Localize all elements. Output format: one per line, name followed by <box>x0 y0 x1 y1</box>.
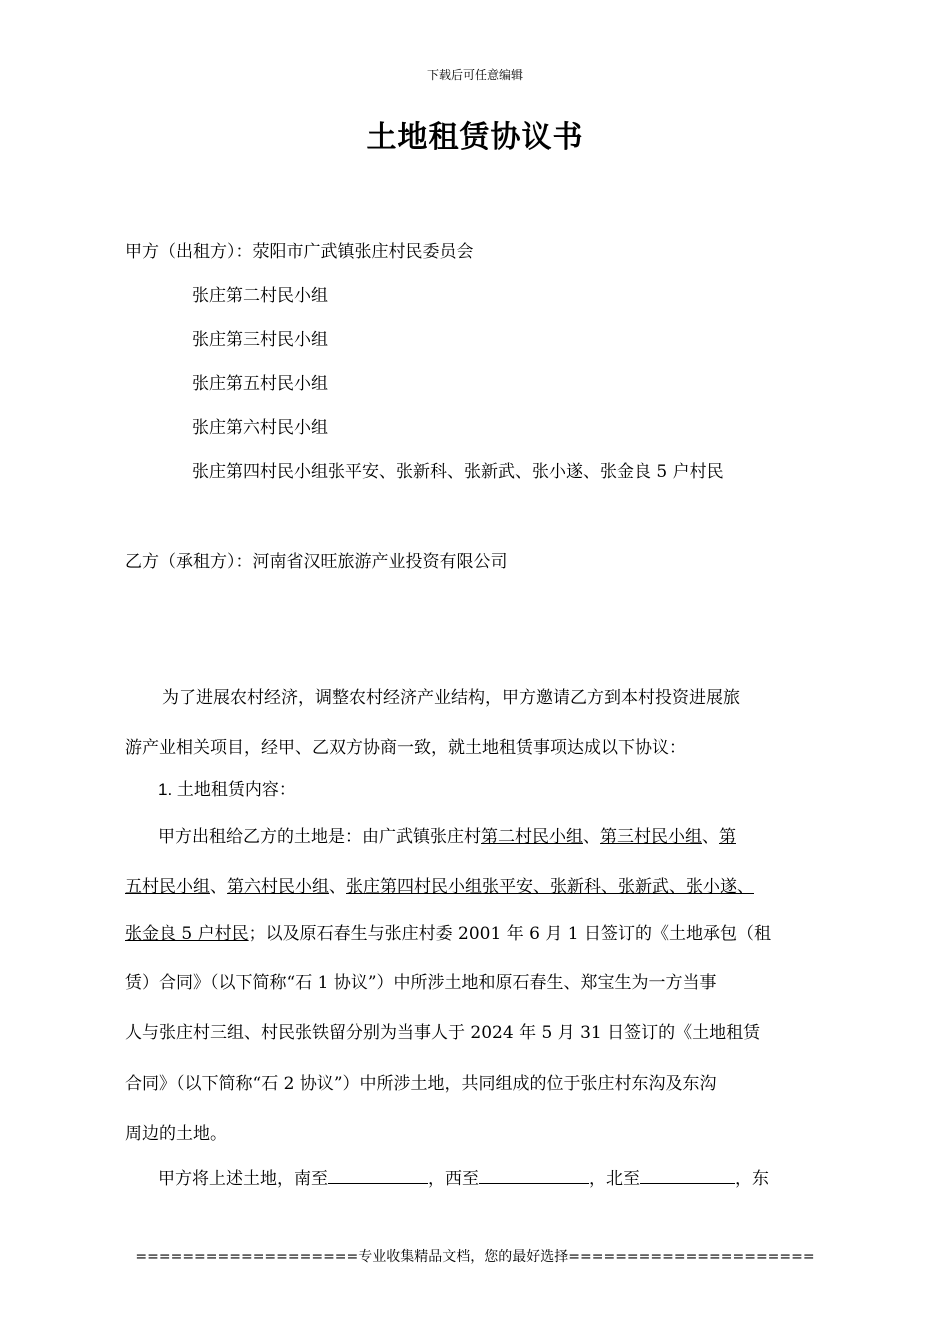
text-run: ，北至 <box>589 1169 640 1189</box>
text-run: 甲方出租给乙方的土地是：由广武镇张庄村 <box>158 827 481 847</box>
intro-line: 游产业相关项目，经甲、乙双方协商一致，就土地租赁事项达成以下协议： <box>125 738 686 758</box>
text-run: 、 <box>702 827 719 847</box>
party-a-group: 张庄第三村民小组 <box>192 330 328 350</box>
text-run: ，东 <box>735 1169 769 1189</box>
boundary-line <box>158 1164 769 1189</box>
underlined-group: 第六村民小组 <box>227 877 329 897</box>
west-boundary-blank <box>479 1169 589 1184</box>
paragraph-line <box>125 919 771 944</box>
text-run: 、 <box>329 877 346 897</box>
underlined-group: 第 <box>719 827 736 847</box>
south-boundary-blank <box>328 1169 428 1184</box>
paragraph-line: 人与张庄村三组、村民张铁留分别为当事人于 2024 年 5 月 31 日签订的《土地租赁 <box>125 1023 761 1043</box>
text-run: ；以及原石春生与张庄村委 2001 年 6 月 1 日签订的《土地承包（租 <box>248 924 771 944</box>
party-a-group: 张庄第五村民小组 <box>192 374 328 394</box>
party-a-label: 甲方（出租方）：荥阳市广武镇张庄村民委员会 <box>125 242 474 262</box>
party-a-group: 张庄第四村民小组张平安、张新科、张新武、张小遂、张金良 5 户村民 <box>192 462 724 482</box>
underlined-group: 第二村民小组 <box>481 827 583 847</box>
party-a-group: 张庄第二村民小组 <box>192 286 328 306</box>
section-1-heading: 1. 土地租赁内容： <box>158 780 296 799</box>
text-run: 、 <box>583 827 600 847</box>
north-boundary-blank <box>640 1169 735 1184</box>
page-header: 下载后可任意编辑 <box>426 68 523 82</box>
page-footer: ===================专业收集精品文档，您的最好选择===================== <box>135 1249 815 1265</box>
underlined-group: 张金良 5 户村民 <box>125 924 249 944</box>
paragraph-line <box>158 822 736 847</box>
underlined-group: 第三村民小组 <box>600 827 702 847</box>
party-a-group: 张庄第六村民小组 <box>192 418 328 438</box>
text-run: ，西至 <box>428 1169 479 1189</box>
document-title: 土地租赁协议书 <box>366 120 584 155</box>
text-run: 甲方将上述土地，南至 <box>158 1169 328 1189</box>
paragraph-line: 周边的土地。 <box>125 1124 227 1144</box>
paragraph-line <box>125 872 754 897</box>
underlined-group: 五村民小组 <box>125 877 210 897</box>
party-b-label: 乙方（承租方）：河南省汉旺旅游产业投资有限公司 <box>125 552 508 572</box>
intro-line: 为了进展农村经济，调整农村经济产业结构，甲方邀请乙方到本村投资进展旅 <box>162 688 740 708</box>
text-run: 、 <box>210 877 227 897</box>
paragraph-line: 合同》（以下简称“石 2 协议”）中所涉土地，共同组成的位于张庄村东沟及东沟 <box>125 1074 717 1094</box>
paragraph-line: 赁）合同》（以下简称“石 1 协议”）中所涉土地和原石春生、郑宝生为一方当事 <box>125 973 717 993</box>
underlined-group: 张庄第四村民小组张平安、张新科、张新武、张小遂、 <box>346 877 754 897</box>
